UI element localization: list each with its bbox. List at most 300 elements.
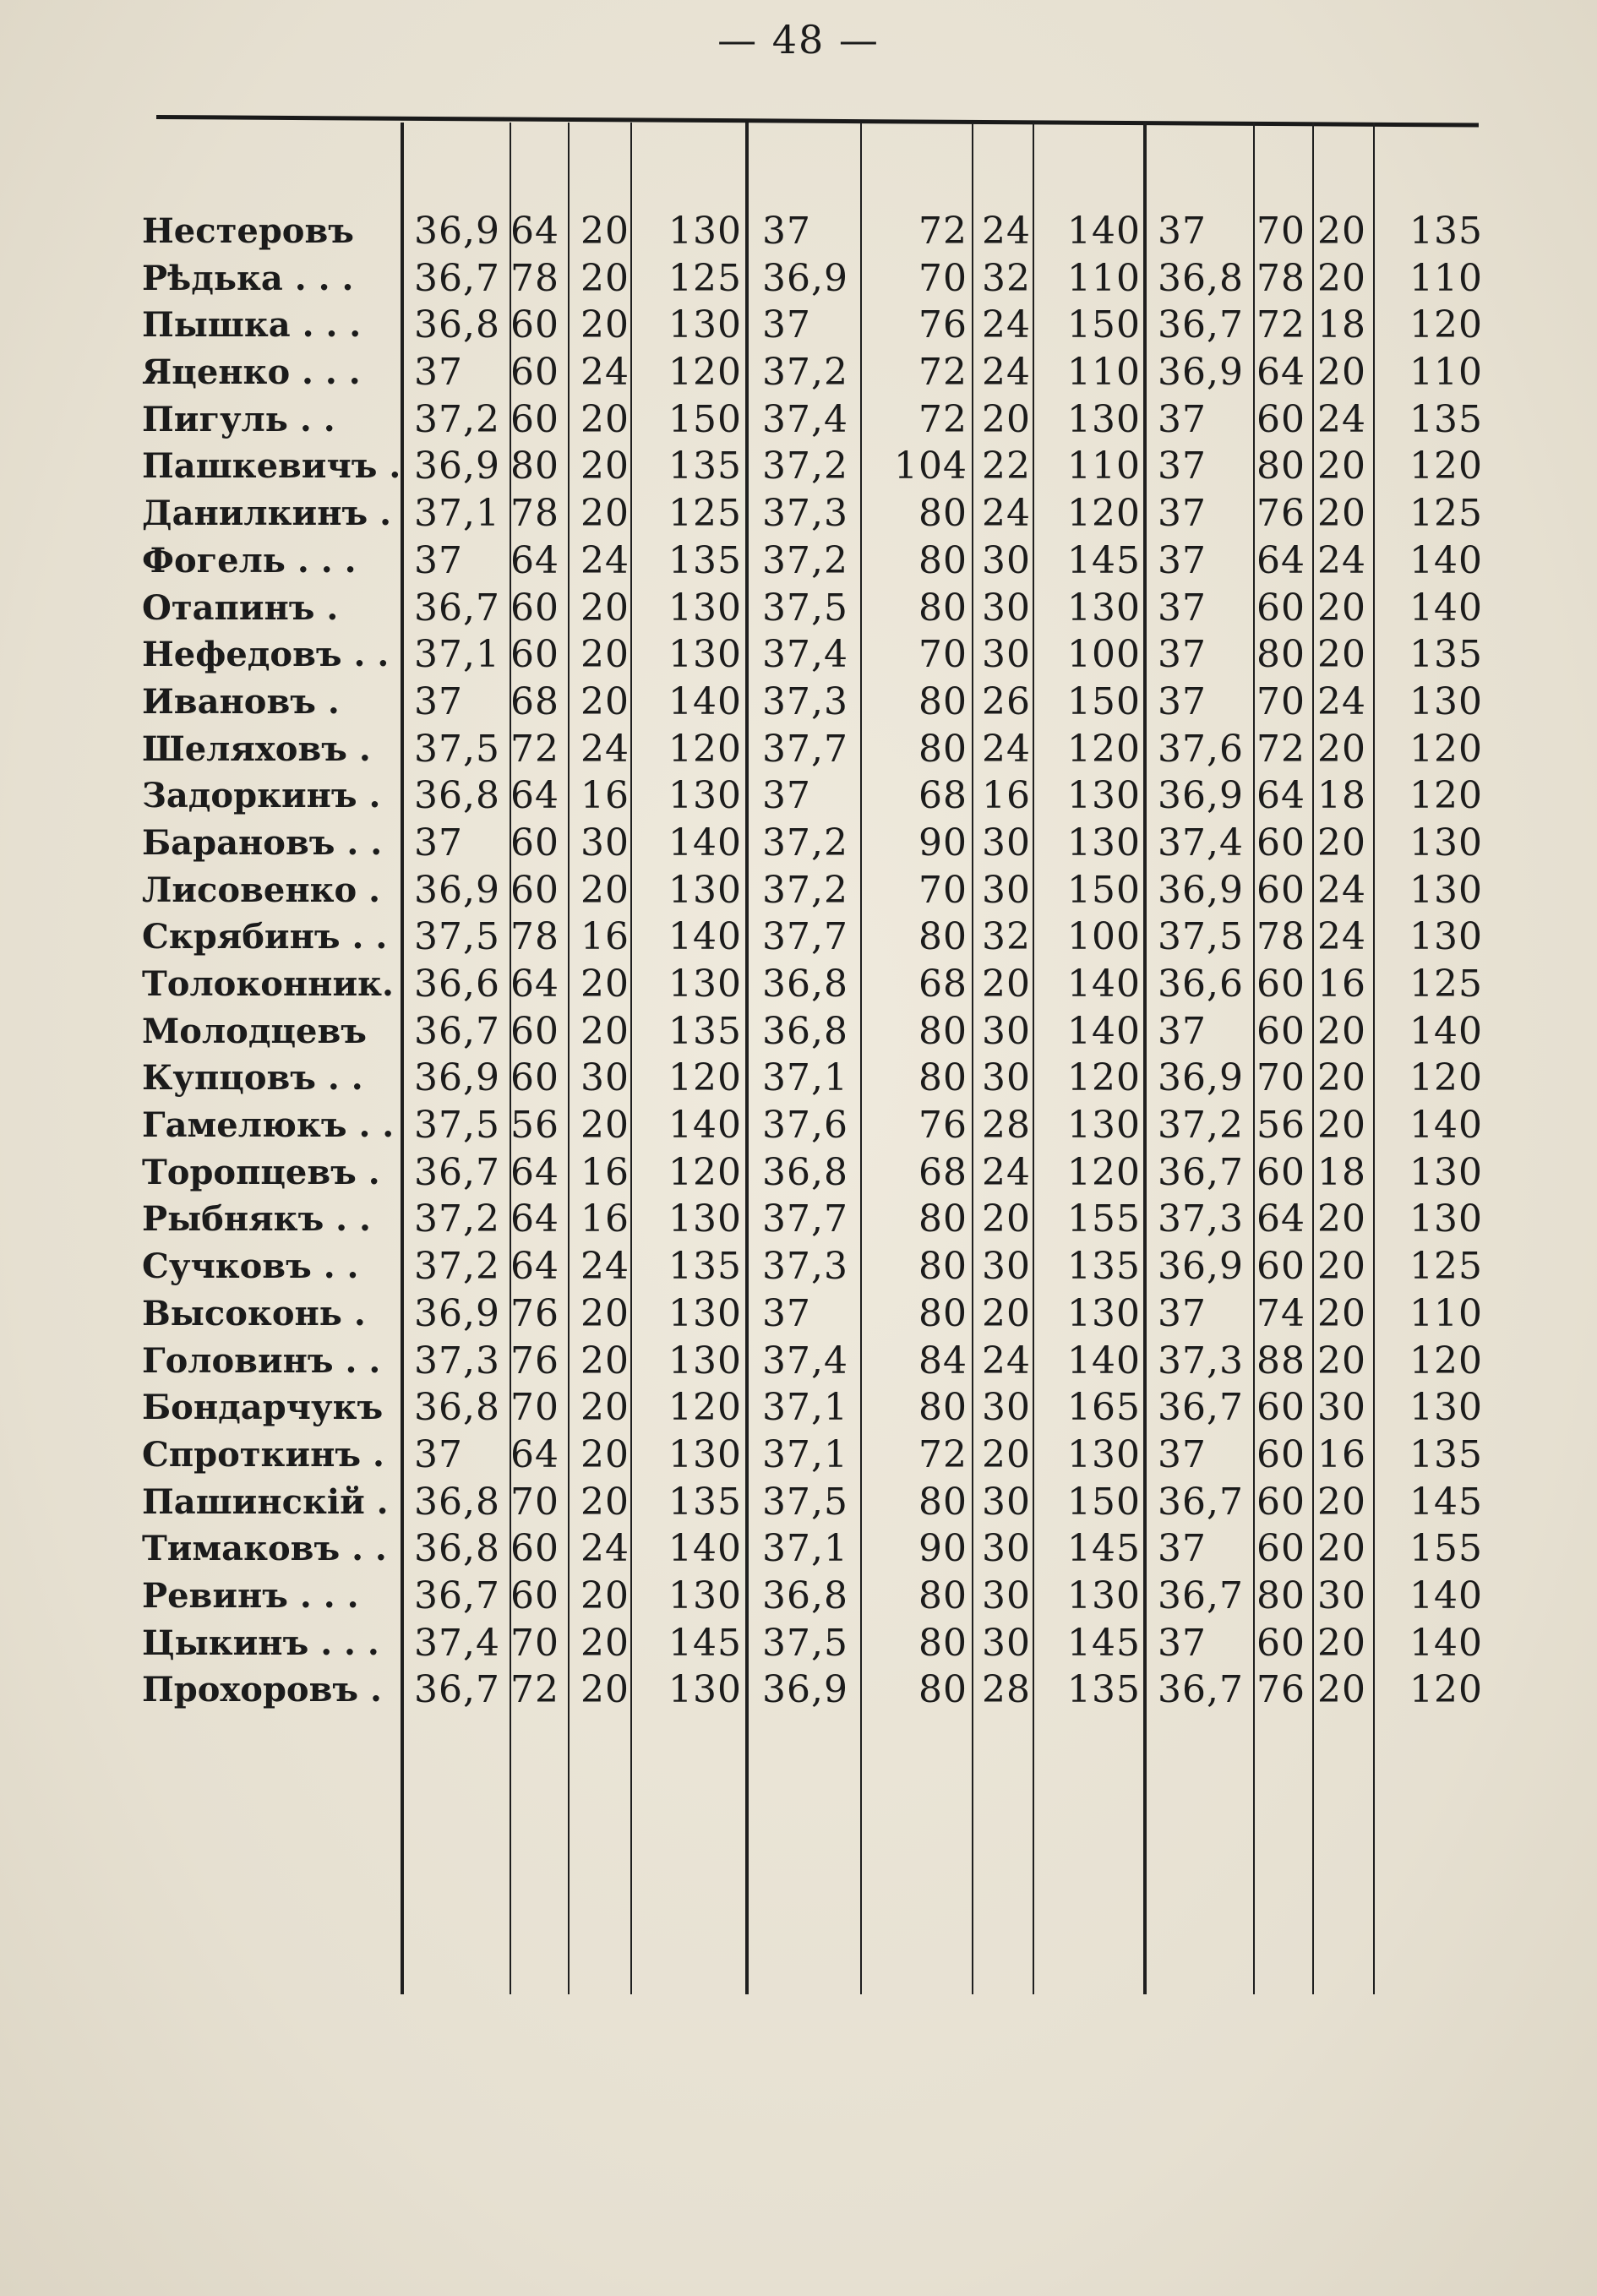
table-cell: 140 bbox=[1067, 1009, 1141, 1053]
table-cell: 64 bbox=[510, 1245, 559, 1289]
table-cell: 135 bbox=[668, 538, 742, 582]
table-cell: 36,9 bbox=[1158, 351, 1244, 395]
table-row bbox=[0, 728, 1597, 776]
table-cell: 20 bbox=[580, 1573, 630, 1617]
table-cell: 36,8 bbox=[762, 963, 848, 1006]
table-cell: 60 bbox=[1256, 963, 1305, 1006]
table-cell: 72 bbox=[510, 727, 559, 771]
table-cell: 60 bbox=[1256, 1621, 1305, 1665]
table-cell: 130 bbox=[668, 1668, 742, 1712]
table-cell: 20 bbox=[1317, 821, 1366, 864]
table-cell: 64 bbox=[510, 538, 559, 582]
table-cell: 20 bbox=[1317, 1056, 1366, 1100]
table-cell: 70 bbox=[510, 1621, 559, 1665]
patient-name: Нестеровъ bbox=[142, 211, 354, 251]
table-cell: 20 bbox=[1317, 1104, 1366, 1148]
table-cell: 80 bbox=[918, 727, 967, 771]
table-row bbox=[0, 916, 1597, 963]
patient-name: Яценко . . . bbox=[142, 352, 361, 393]
table-cell: 60 bbox=[1256, 1432, 1305, 1476]
table-row bbox=[0, 963, 1597, 1011]
table-cell: 24 bbox=[580, 351, 630, 395]
table-cell: 20 bbox=[1317, 1339, 1366, 1383]
table-cell: 37,2 bbox=[414, 1197, 500, 1241]
table-cell: 70 bbox=[510, 1386, 559, 1430]
table-cell: 36,9 bbox=[414, 444, 500, 488]
table-cell: 20 bbox=[1317, 633, 1366, 677]
table-cell: 135 bbox=[668, 1245, 742, 1289]
table-cell: 140 bbox=[1409, 1621, 1483, 1665]
patient-name: Нефедовъ . . bbox=[142, 635, 390, 675]
table-cell: 80 bbox=[918, 1573, 967, 1617]
table-cell: 36,9 bbox=[1158, 1245, 1244, 1289]
table-cell: 60 bbox=[1256, 586, 1305, 630]
table-cell: 30 bbox=[580, 1056, 630, 1100]
table-cell: 120 bbox=[1067, 492, 1141, 536]
table-cell: 20 bbox=[580, 1291, 630, 1335]
table-cell: 37 bbox=[1158, 1009, 1207, 1053]
table-cell: 165 bbox=[1067, 1386, 1141, 1430]
table-cell: 37,1 bbox=[762, 1527, 848, 1571]
patient-name: Спроткинъ . bbox=[142, 1434, 384, 1475]
table-cell: 80 bbox=[918, 679, 967, 723]
table-cell: 36,8 bbox=[762, 1573, 848, 1617]
table-cell: 37 bbox=[1158, 397, 1207, 441]
table-cell: 36,8 bbox=[1158, 256, 1244, 300]
table-row bbox=[0, 1340, 1597, 1388]
table-cell: 72 bbox=[918, 351, 967, 395]
patient-name: Сучковъ . . bbox=[142, 1246, 359, 1287]
table-cell: 130 bbox=[668, 1573, 742, 1617]
table-cell: 37,1 bbox=[414, 633, 500, 677]
table-row bbox=[0, 822, 1597, 870]
table-cell: 20 bbox=[1317, 1197, 1366, 1241]
table-cell: 145 bbox=[1409, 1480, 1483, 1524]
table-cell: 37,5 bbox=[414, 727, 500, 771]
table-cell: 16 bbox=[580, 1150, 630, 1194]
table-row bbox=[0, 352, 1597, 399]
table-cell: 140 bbox=[1409, 538, 1483, 582]
table-cell: 130 bbox=[668, 963, 742, 1006]
patient-name: Высоконь . bbox=[142, 1293, 366, 1333]
table-row bbox=[0, 634, 1597, 681]
table-cell: 70 bbox=[918, 633, 967, 677]
patient-name: Головинъ . . bbox=[142, 1340, 381, 1381]
table-cell: 120 bbox=[1409, 1339, 1483, 1383]
table-cell: 20 bbox=[580, 444, 630, 488]
table-cell: 36,9 bbox=[414, 1056, 500, 1100]
table-row bbox=[0, 1575, 1597, 1622]
table-cell: 60 bbox=[510, 1056, 559, 1100]
table-row bbox=[0, 1622, 1597, 1670]
table-cell: 130 bbox=[668, 774, 742, 818]
table-cell: 145 bbox=[668, 1621, 742, 1665]
table-row bbox=[0, 1434, 1597, 1481]
table-cell: 120 bbox=[668, 351, 742, 395]
table-cell: 60 bbox=[1256, 1245, 1305, 1289]
table-cell: 37,3 bbox=[1158, 1339, 1244, 1383]
table-cell: 28 bbox=[982, 1104, 1031, 1148]
table-cell: 76 bbox=[918, 1104, 967, 1148]
table-cell: 125 bbox=[668, 256, 742, 300]
table-cell: 140 bbox=[1067, 963, 1141, 1006]
table-cell: 37 bbox=[414, 1432, 463, 1476]
table-cell: 150 bbox=[1067, 679, 1141, 723]
table-cell: 30 bbox=[982, 1573, 1031, 1617]
table-cell: 64 bbox=[510, 210, 559, 253]
table-cell: 37 bbox=[762, 1291, 811, 1335]
table-cell: 64 bbox=[510, 1432, 559, 1476]
table-row bbox=[0, 1057, 1597, 1104]
table-cell: 20 bbox=[580, 1668, 630, 1712]
table-row bbox=[0, 1198, 1597, 1246]
table-cell: 37,2 bbox=[762, 444, 848, 488]
table-cell: 80 bbox=[918, 1291, 967, 1335]
table-cell: 125 bbox=[668, 492, 742, 536]
table-cell: 20 bbox=[580, 1621, 630, 1665]
table-cell: 135 bbox=[1409, 397, 1483, 441]
table-cell: 36,9 bbox=[1158, 1056, 1244, 1100]
table-cell: 60 bbox=[1256, 868, 1305, 912]
table-cell: 24 bbox=[580, 727, 630, 771]
table-cell: 60 bbox=[1256, 1150, 1305, 1194]
table-cell: 22 bbox=[982, 444, 1031, 488]
table-cell: 60 bbox=[510, 868, 559, 912]
table-row bbox=[0, 258, 1597, 305]
table-cell: 36,7 bbox=[1158, 1573, 1244, 1617]
table-cell: 130 bbox=[668, 1432, 742, 1476]
table-cell: 24 bbox=[982, 351, 1031, 395]
table-cell: 120 bbox=[1409, 1668, 1483, 1712]
table-cell: 110 bbox=[1067, 444, 1141, 488]
table-cell: 135 bbox=[1067, 1245, 1141, 1289]
table-cell: 36,9 bbox=[414, 210, 500, 253]
table-cell: 36,9 bbox=[414, 1291, 500, 1335]
table-cell: 20 bbox=[580, 633, 630, 677]
table-cell: 37 bbox=[414, 821, 463, 864]
table-cell: 36,7 bbox=[1158, 1150, 1244, 1194]
table-cell: 155 bbox=[1067, 1197, 1141, 1241]
table-cell: 140 bbox=[1409, 1009, 1483, 1053]
table-row bbox=[0, 540, 1597, 587]
table-cell: 104 bbox=[894, 444, 967, 488]
table-cell: 20 bbox=[1317, 586, 1366, 630]
patient-name: Гамелюкъ . . bbox=[142, 1105, 395, 1146]
table-cell: 140 bbox=[1409, 1573, 1483, 1617]
table-cell: 140 bbox=[668, 821, 742, 864]
table-cell: 20 bbox=[580, 963, 630, 1006]
table-cell: 36,8 bbox=[762, 1150, 848, 1194]
table-cell: 37 bbox=[762, 774, 811, 818]
table-cell: 125 bbox=[1409, 492, 1483, 536]
table-cell: 16 bbox=[1317, 1432, 1366, 1476]
table-cell: 130 bbox=[1067, 1104, 1141, 1148]
table-cell: 24 bbox=[982, 210, 1031, 253]
table-row bbox=[0, 210, 1597, 258]
table-cell: 150 bbox=[1067, 868, 1141, 912]
table-cell: 80 bbox=[918, 1245, 967, 1289]
table-cell: 37 bbox=[1158, 210, 1207, 253]
table-cell: 24 bbox=[1317, 679, 1366, 723]
table-cell: 130 bbox=[1409, 915, 1483, 959]
table-row bbox=[0, 1011, 1597, 1058]
table-cell: 20 bbox=[1317, 727, 1366, 771]
table-cell: 64 bbox=[510, 963, 559, 1006]
table-cell: 20 bbox=[580, 1009, 630, 1053]
patient-name: Пышка . . . bbox=[142, 305, 362, 346]
table-cell: 20 bbox=[580, 868, 630, 912]
patient-name: Лисовенко . bbox=[142, 870, 381, 910]
table-cell: 78 bbox=[1256, 256, 1305, 300]
table-cell: 20 bbox=[982, 963, 1031, 1006]
table-cell: 125 bbox=[1409, 1245, 1483, 1289]
table-cell: 130 bbox=[1067, 397, 1141, 441]
table-cell: 36,9 bbox=[762, 256, 848, 300]
table-row bbox=[0, 1152, 1597, 1199]
table-cell: 16 bbox=[580, 774, 630, 818]
table-cell: 36,9 bbox=[1158, 868, 1244, 912]
table-cell: 24 bbox=[982, 1150, 1031, 1194]
table-cell: 37 bbox=[414, 679, 463, 723]
patient-name: Данилкинъ . bbox=[142, 494, 391, 534]
table-cell: 16 bbox=[580, 915, 630, 959]
table-cell: 24 bbox=[982, 1339, 1031, 1383]
table-cell: 37 bbox=[1158, 679, 1207, 723]
table-cell: 37 bbox=[1158, 1621, 1207, 1665]
table-cell: 150 bbox=[1067, 303, 1141, 347]
table-cell: 37,2 bbox=[762, 868, 848, 912]
table-cell: 20 bbox=[982, 397, 1031, 441]
patient-name: Пигуль . . bbox=[142, 399, 335, 439]
table-row bbox=[0, 1104, 1597, 1152]
patient-name: Тимаковъ . . bbox=[142, 1529, 387, 1569]
table-cell: 155 bbox=[1409, 1527, 1483, 1571]
table-cell: 130 bbox=[668, 1197, 742, 1241]
table-row bbox=[0, 870, 1597, 917]
table-cell: 37,5 bbox=[414, 1104, 500, 1148]
table-cell: 60 bbox=[510, 351, 559, 395]
table-cell: 60 bbox=[1256, 821, 1305, 864]
table-cell: 20 bbox=[580, 1339, 630, 1383]
table-cell: 140 bbox=[1067, 1339, 1141, 1383]
table-cell: 120 bbox=[1409, 444, 1483, 488]
table-cell: 130 bbox=[668, 868, 742, 912]
table-cell: 20 bbox=[1317, 351, 1366, 395]
table-cell: 72 bbox=[1256, 727, 1305, 771]
patient-name: Ивановъ . bbox=[142, 681, 340, 722]
table-cell: 80 bbox=[918, 586, 967, 630]
table-cell: 20 bbox=[1317, 1527, 1366, 1571]
table-cell: 78 bbox=[1256, 915, 1305, 959]
table-cell: 36,8 bbox=[414, 1480, 500, 1524]
table-cell: 36,7 bbox=[1158, 1480, 1244, 1524]
table-cell: 110 bbox=[1409, 256, 1483, 300]
table-cell: 140 bbox=[1409, 1104, 1483, 1148]
table-cell: 60 bbox=[510, 397, 559, 441]
table-cell: 78 bbox=[510, 915, 559, 959]
table-cell: 37 bbox=[762, 303, 811, 347]
table-cell: 18 bbox=[1317, 303, 1366, 347]
table-cell: 20 bbox=[982, 1432, 1031, 1476]
table-cell: 37,4 bbox=[414, 1621, 500, 1665]
table-cell: 24 bbox=[580, 1245, 630, 1289]
patient-name: Молодцевъ bbox=[142, 1011, 367, 1051]
table-cell: 20 bbox=[580, 397, 630, 441]
table-cell: 28 bbox=[982, 1668, 1031, 1712]
table-cell: 145 bbox=[1067, 1621, 1141, 1665]
table-cell: 72 bbox=[918, 210, 967, 253]
table-cell: 130 bbox=[1409, 868, 1483, 912]
table-cell: 37,5 bbox=[1158, 915, 1244, 959]
table-cell: 37,4 bbox=[762, 397, 848, 441]
table-cell: 24 bbox=[1317, 868, 1366, 912]
table-cell: 70 bbox=[510, 1480, 559, 1524]
table-cell: 80 bbox=[918, 538, 967, 582]
table-cell: 130 bbox=[1067, 1432, 1141, 1476]
table-row bbox=[0, 1481, 1597, 1529]
table-cell: 64 bbox=[510, 1197, 559, 1241]
table-cell: 20 bbox=[580, 256, 630, 300]
table-cell: 36,7 bbox=[414, 256, 500, 300]
table-cell: 130 bbox=[1409, 1150, 1483, 1194]
table-row bbox=[0, 1387, 1597, 1434]
table-cell: 76 bbox=[1256, 492, 1305, 536]
table-cell: 36,7 bbox=[1158, 1668, 1244, 1712]
table-cell: 36,7 bbox=[1158, 1386, 1244, 1430]
table-cell: 60 bbox=[1256, 1527, 1305, 1571]
table-cell: 30 bbox=[580, 821, 630, 864]
table-cell: 16 bbox=[982, 774, 1031, 818]
table-cell: 76 bbox=[510, 1339, 559, 1383]
table-cell: 90 bbox=[918, 821, 967, 864]
table-cell: 68 bbox=[918, 963, 967, 1006]
table-cell: 120 bbox=[668, 1056, 742, 1100]
table-cell: 56 bbox=[510, 1104, 559, 1148]
table-cell: 80 bbox=[918, 1009, 967, 1053]
table-cell: 135 bbox=[1409, 210, 1483, 253]
table-cell: 110 bbox=[1409, 1291, 1483, 1335]
table-cell: 120 bbox=[1067, 727, 1141, 771]
table-cell: 37 bbox=[1158, 538, 1207, 582]
table-cell: 37 bbox=[1158, 1291, 1207, 1335]
table-top-rule bbox=[156, 115, 1479, 128]
table-cell: 20 bbox=[1317, 444, 1366, 488]
table-cell: 37,3 bbox=[762, 1245, 848, 1289]
patient-name: Купцовъ . . bbox=[142, 1058, 363, 1099]
table-cell: 130 bbox=[1067, 1573, 1141, 1617]
table-cell: 36,8 bbox=[762, 1009, 848, 1053]
table-cell: 120 bbox=[1409, 1056, 1483, 1100]
table-row bbox=[0, 1669, 1597, 1716]
table-cell: 20 bbox=[580, 1104, 630, 1148]
table-cell: 30 bbox=[982, 1386, 1031, 1430]
table-cell: 76 bbox=[918, 303, 967, 347]
table-cell: 24 bbox=[982, 303, 1031, 347]
table-cell: 68 bbox=[918, 1150, 967, 1194]
data-table bbox=[0, 210, 1597, 1716]
table-cell: 60 bbox=[510, 303, 559, 347]
table-cell: 78 bbox=[510, 492, 559, 536]
table-cell: 37,6 bbox=[1158, 727, 1244, 771]
table-cell: 37,6 bbox=[762, 1104, 848, 1148]
table-cell: 36,8 bbox=[414, 774, 500, 818]
table-cell: 140 bbox=[668, 1527, 742, 1571]
table-cell: 32 bbox=[982, 915, 1031, 959]
table-cell: 30 bbox=[982, 586, 1031, 630]
table-cell: 60 bbox=[1256, 1386, 1305, 1430]
table-cell: 76 bbox=[510, 1291, 559, 1335]
table-cell: 130 bbox=[1067, 821, 1141, 864]
table-cell: 130 bbox=[1409, 821, 1483, 864]
table-cell: 37,5 bbox=[414, 915, 500, 959]
table-cell: 20 bbox=[1317, 1621, 1366, 1665]
table-row bbox=[0, 681, 1597, 728]
table-cell: 32 bbox=[982, 256, 1031, 300]
table-cell: 72 bbox=[510, 1668, 559, 1712]
table-cell: 80 bbox=[1256, 633, 1305, 677]
table-cell: 140 bbox=[1067, 210, 1141, 253]
table-cell: 30 bbox=[982, 633, 1031, 677]
table-cell: 37 bbox=[1158, 492, 1207, 536]
table-cell: 20 bbox=[580, 679, 630, 723]
table-cell: 36,7 bbox=[414, 1668, 500, 1712]
table-cell: 130 bbox=[668, 303, 742, 347]
table-cell: 64 bbox=[510, 774, 559, 818]
table-cell: 130 bbox=[1409, 1197, 1483, 1241]
table-cell: 37,5 bbox=[762, 1480, 848, 1524]
table-cell: 60 bbox=[1256, 1009, 1305, 1053]
table-cell: 80 bbox=[1256, 444, 1305, 488]
table-cell: 20 bbox=[1317, 256, 1366, 300]
table-cell: 37,2 bbox=[762, 821, 848, 864]
table-cell: 37 bbox=[1158, 1432, 1207, 1476]
table-cell: 150 bbox=[668, 397, 742, 441]
table-cell: 18 bbox=[1317, 774, 1366, 818]
table-cell: 37,2 bbox=[762, 538, 848, 582]
table-cell: 140 bbox=[668, 1104, 742, 1148]
table-row bbox=[0, 1528, 1597, 1575]
table-cell: 135 bbox=[668, 1009, 742, 1053]
table-cell: 36,7 bbox=[414, 586, 500, 630]
table-cell: 37,7 bbox=[762, 727, 848, 771]
patient-name: Бондарчукъ bbox=[142, 1388, 384, 1428]
table-cell: 145 bbox=[1067, 1527, 1141, 1571]
table-cell: 16 bbox=[580, 1197, 630, 1241]
table-row bbox=[0, 493, 1597, 540]
table-cell: 26 bbox=[982, 679, 1031, 723]
table-cell: 130 bbox=[1067, 1291, 1141, 1335]
patient-name: Пашинскій . bbox=[142, 1481, 389, 1522]
patient-name: Прохоровъ . bbox=[142, 1670, 382, 1710]
table-cell: 80 bbox=[918, 1197, 967, 1241]
table-cell: 88 bbox=[1256, 1339, 1305, 1383]
table-cell: 60 bbox=[510, 586, 559, 630]
table-cell: 72 bbox=[1256, 303, 1305, 347]
table-cell: 37,3 bbox=[762, 679, 848, 723]
table-cell: 24 bbox=[1317, 538, 1366, 582]
table-cell: 64 bbox=[1256, 1197, 1305, 1241]
table-cell: 60 bbox=[510, 821, 559, 864]
table-cell: 130 bbox=[668, 1339, 742, 1383]
table-cell: 120 bbox=[668, 727, 742, 771]
table-cell: 36,7 bbox=[414, 1150, 500, 1194]
table-cell: 20 bbox=[580, 1432, 630, 1476]
table-cell: 100 bbox=[1067, 633, 1141, 677]
table-cell: 130 bbox=[668, 633, 742, 677]
table-cell: 24 bbox=[982, 727, 1031, 771]
table-cell: 130 bbox=[1409, 1386, 1483, 1430]
table-cell: 64 bbox=[1256, 538, 1305, 582]
